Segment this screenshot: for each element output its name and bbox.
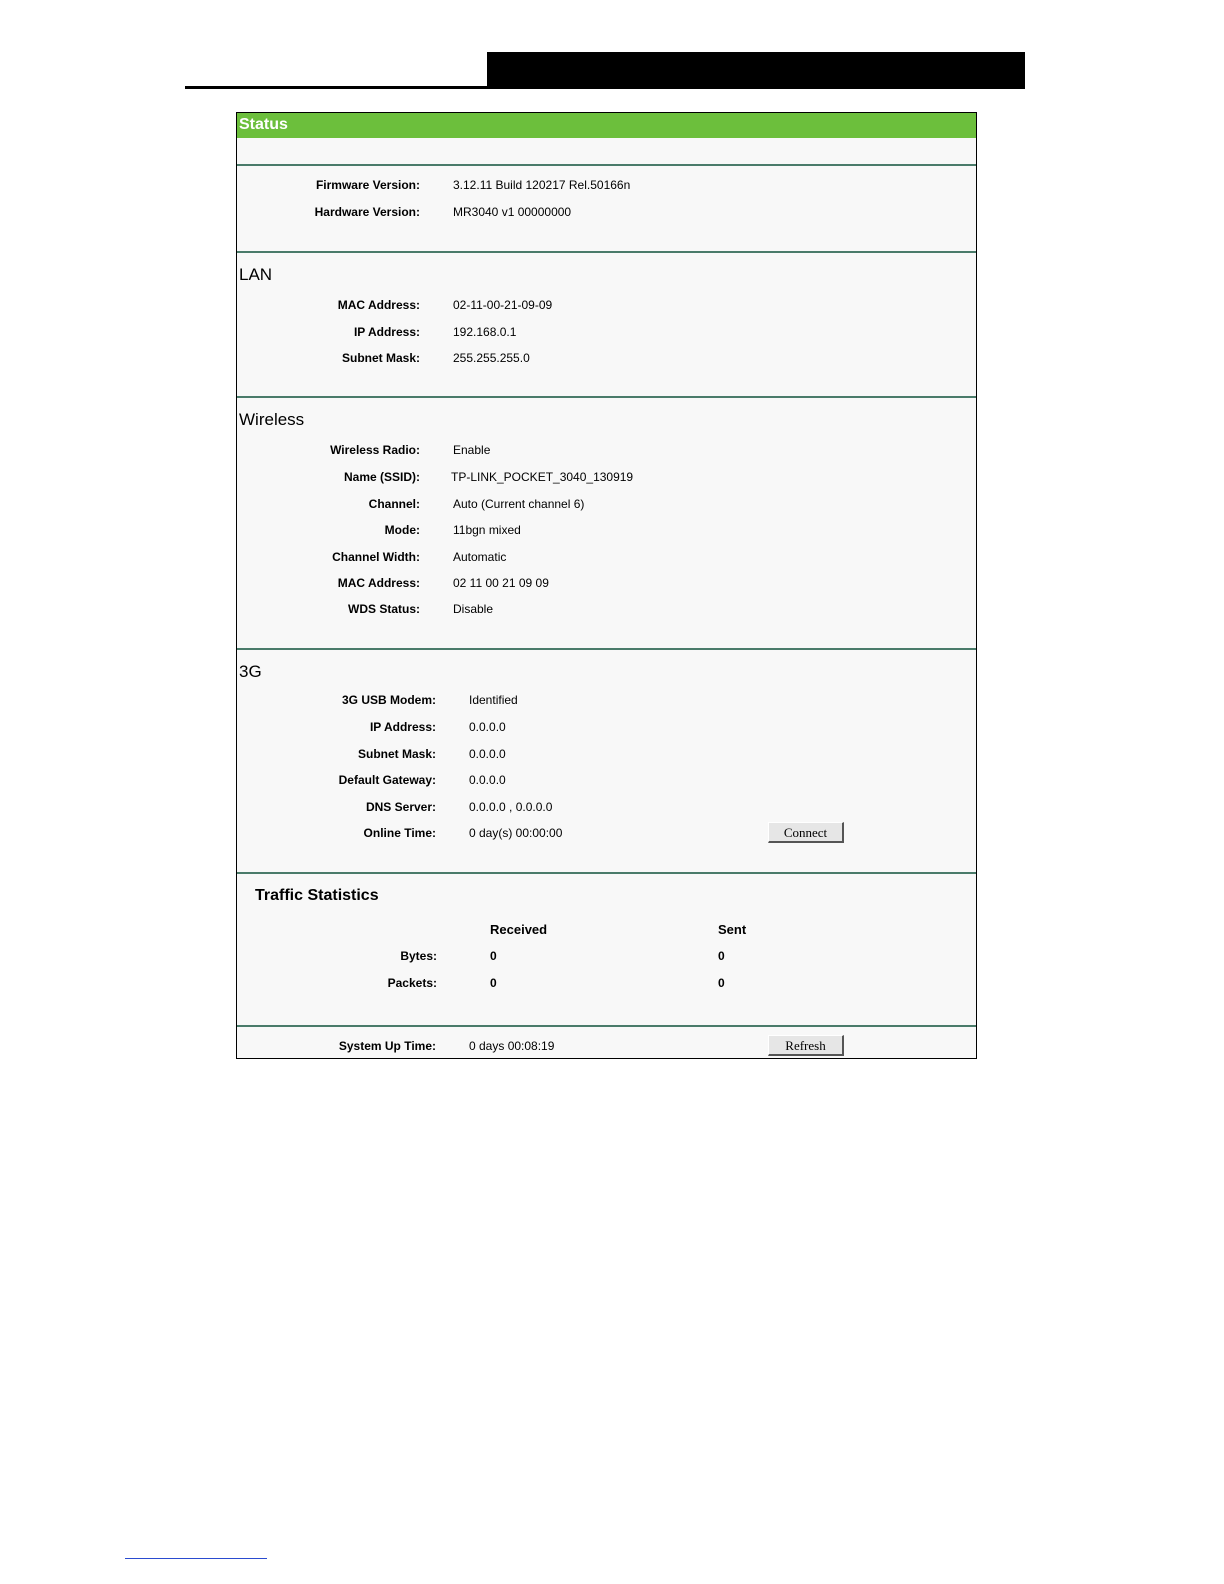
divider — [237, 648, 976, 650]
mode-label: Mode: — [384, 523, 420, 537]
g3-ip-label: IP Address: — [369, 720, 436, 734]
lan-mac-label: MAC Address: — [337, 298, 420, 312]
document-header-band — [487, 52, 1025, 89]
wireless-mac-label: MAC Address: — [337, 576, 420, 590]
connect-button[interactable]: Connect — [768, 822, 844, 843]
bytes-label: Bytes: — [400, 949, 437, 963]
bytes-sent-value: 0 — [718, 949, 725, 963]
refresh-button[interactable]: Refresh — [768, 1035, 844, 1056]
ssid-label: Name (SSID): — [343, 470, 420, 484]
page-title: Status — [239, 116, 288, 133]
divider — [237, 1025, 976, 1027]
wireless-mac-value: 02 11 00 21 09 09 — [453, 576, 549, 590]
divider — [237, 251, 976, 253]
usb-modem-label: 3G USB Modem: — [341, 693, 436, 707]
g3-section-title: 3G — [239, 662, 262, 681]
status-panel — [236, 112, 977, 1059]
channel-value: Auto (Current channel 6) — [453, 497, 585, 511]
gateway-label: Default Gateway: — [338, 773, 436, 787]
g3-ip-value: 0.0.0.0 — [469, 720, 506, 734]
g3-subnet-label: Subnet Mask: — [357, 747, 436, 761]
wireless-radio-value: Enable — [453, 443, 491, 457]
divider — [237, 872, 976, 874]
sent-header: Sent — [718, 922, 747, 937]
dns-label: DNS Server: — [365, 800, 436, 814]
channel-label: Channel: — [368, 497, 420, 511]
wireless-section-title: Wireless — [239, 410, 305, 429]
packets-label: Packets: — [387, 976, 437, 990]
packets-sent-value: 0 — [718, 976, 725, 990]
dns-value: 0.0.0.0 , 0.0.0.0 — [469, 800, 553, 814]
lan-subnet-value: 255.255.255.0 — [453, 351, 530, 365]
ssid-value: TP-LINK_POCKET_3040_130919 — [451, 470, 634, 484]
wireless-radio-label: Wireless Radio: — [330, 443, 420, 457]
online-time-label: Online Time: — [363, 826, 436, 840]
packets-received-value: 0 — [490, 976, 497, 990]
divider — [237, 396, 976, 398]
lan-ip-label: IP Address: — [353, 325, 420, 339]
mode-value: 11bgn mixed — [453, 523, 521, 537]
lan-section-title: LAN — [239, 265, 273, 284]
hardware-label: Hardware Version: — [314, 205, 420, 219]
lan-subnet-label: Subnet Mask: — [341, 351, 420, 365]
channel-width-value: Automatic — [453, 550, 507, 564]
usb-modem-value: Identified — [469, 693, 518, 707]
gateway-value: 0.0.0.0 — [469, 773, 506, 787]
footer-link-underline — [125, 1558, 267, 1559]
document-header-rule — [185, 86, 1025, 89]
lan-ip-value: 192.168.0.1 — [453, 325, 517, 339]
hardware-value: MR3040 v1 00000000 — [453, 205, 572, 219]
firmware-label: Firmware Version: — [315, 178, 420, 192]
lan-mac-value: 02-11-00-21-09-09 — [453, 298, 553, 312]
uptime-label: System Up Time: — [338, 1039, 436, 1053]
wds-status-label: WDS Status: — [348, 602, 420, 616]
firmware-value: 3.12.11 Build 120217 Rel.50166n — [453, 178, 631, 192]
divider — [237, 164, 976, 166]
received-header: Received — [490, 922, 548, 937]
status-title-bar — [237, 113, 976, 138]
g3-subnet-value: 0.0.0.0 — [469, 747, 506, 761]
bytes-received-value: 0 — [490, 949, 497, 963]
online-time-value: 0 day(s) 00:00:00 — [469, 826, 563, 840]
wds-status-value: Disable — [453, 602, 494, 616]
channel-width-label: Channel Width: — [332, 550, 420, 564]
traffic-section-title: Traffic Statistics — [255, 887, 379, 904]
uptime-value: 0 days 00:08:19 — [469, 1039, 555, 1053]
